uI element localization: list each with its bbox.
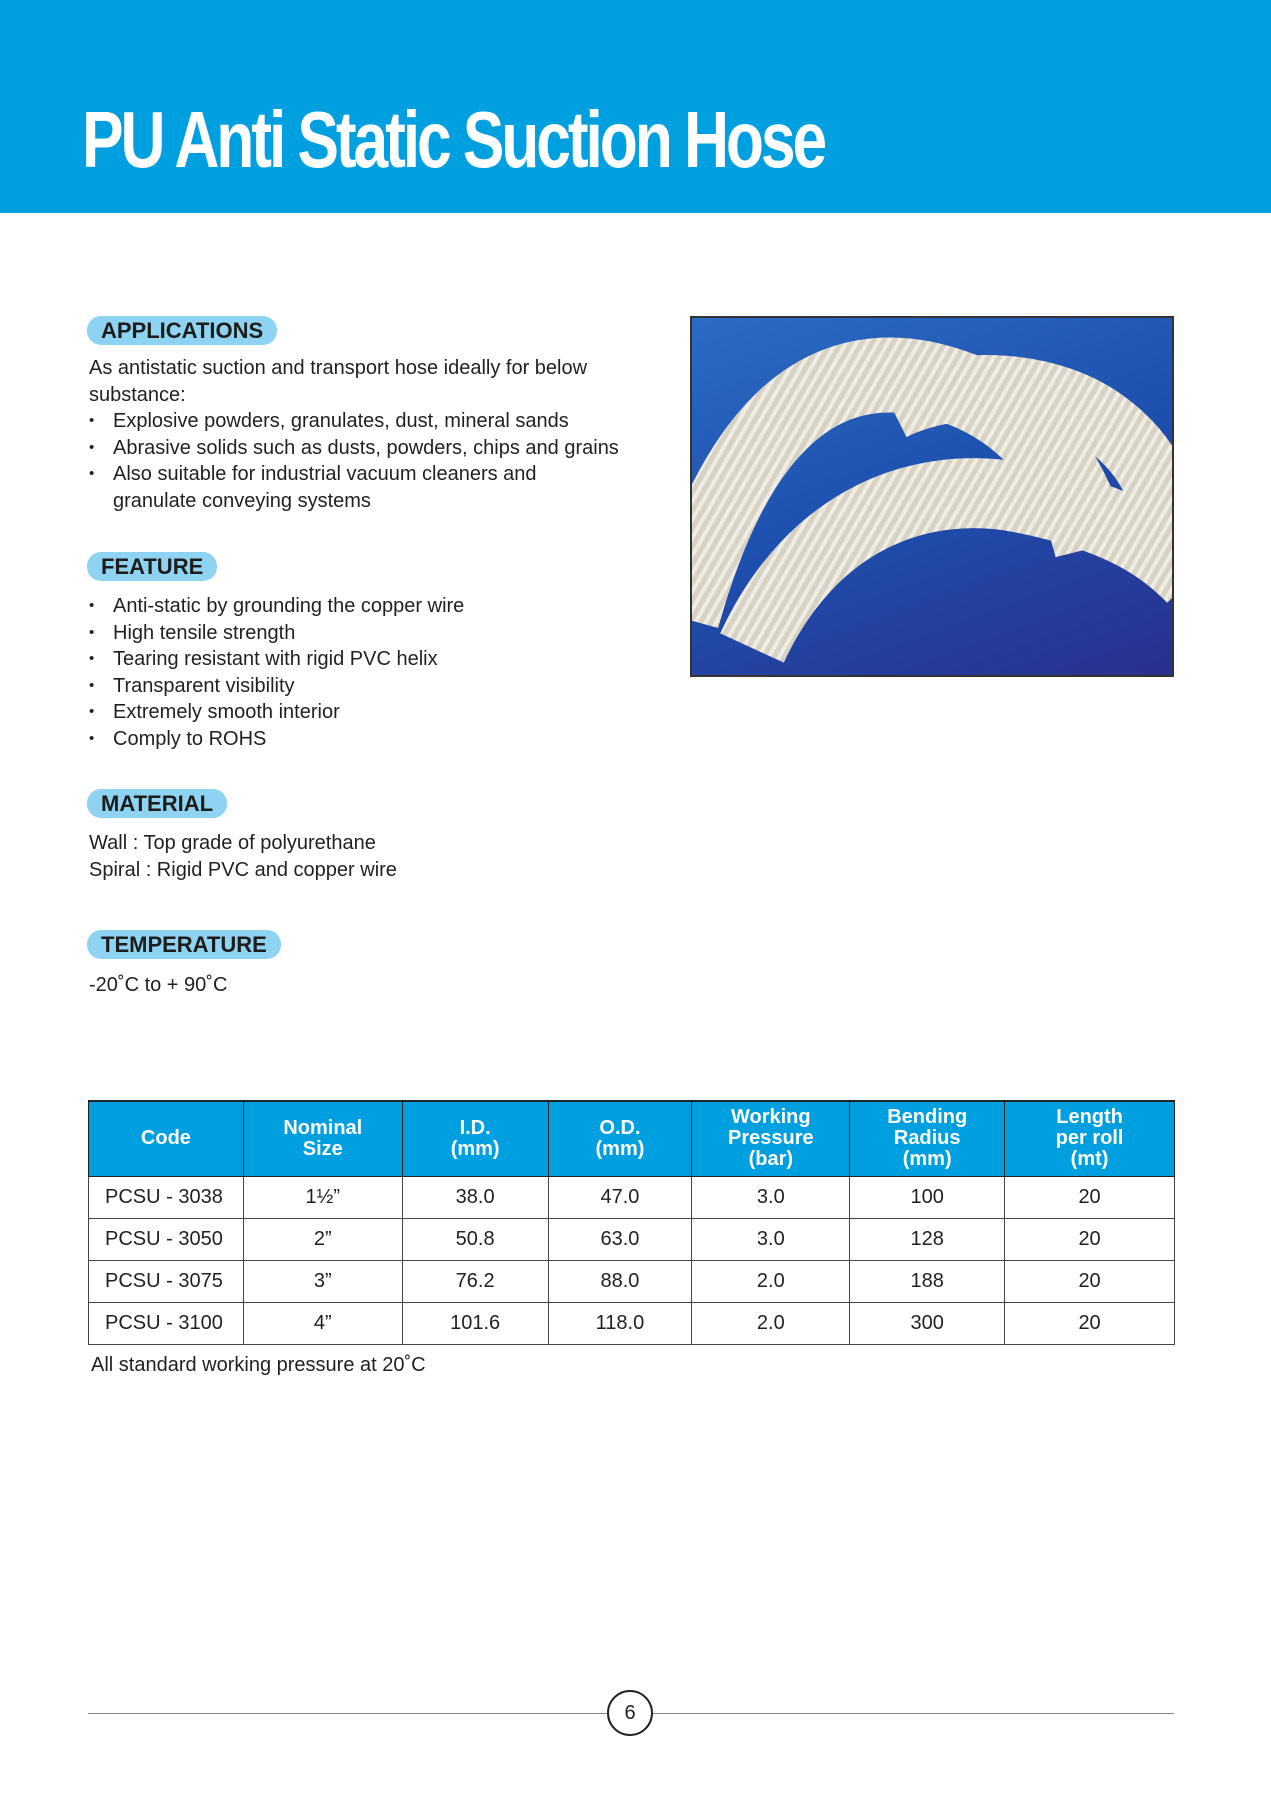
material-heading: MATERIAL	[87, 789, 227, 818]
list-item: • Comply to ROHS	[89, 726, 464, 753]
cell: 100	[850, 1176, 1005, 1218]
cell: 38.0	[402, 1176, 548, 1218]
cell: 88.0	[548, 1260, 692, 1302]
cell: 300	[850, 1302, 1005, 1344]
col-header: Code	[89, 1101, 244, 1176]
cell: 47.0	[548, 1176, 692, 1218]
cell: PCSU - 3100	[89, 1302, 244, 1344]
table-row	[89, 1218, 1175, 1260]
temperature-value: -20˚C to + 90˚C	[89, 974, 228, 996]
table-note: All standard working pressure at 20˚C	[91, 1354, 426, 1376]
material-spiral: Spiral : Rigid PVC and copper wire	[89, 858, 397, 881]
cell: 118.0	[548, 1302, 692, 1344]
cell: 20	[1005, 1176, 1175, 1218]
feature-list	[89, 593, 464, 752]
list-item: • Tearing resistant with rigid PVC helix	[89, 646, 464, 673]
cell: 128	[850, 1218, 1005, 1260]
table-row	[89, 1302, 1175, 1344]
cell: 50.8	[402, 1218, 548, 1260]
cell: 101.6	[402, 1302, 548, 1344]
cell: PCSU - 3038	[89, 1176, 244, 1218]
list-item: • Anti-static by grounding the copper wire	[89, 593, 464, 620]
page-number: 6	[607, 1690, 653, 1736]
page-title: PU Anti Static Suction Hose	[82, 95, 825, 184]
spec-table	[88, 1100, 1175, 1345]
table-row	[89, 1176, 1175, 1218]
footer-rule-left	[88, 1713, 608, 1714]
cell: 4”	[243, 1302, 402, 1344]
cell: 63.0	[548, 1218, 692, 1260]
col-header: O.D. (mm)	[548, 1101, 692, 1176]
material-wall: Wall : Top grade of polyurethane	[89, 832, 376, 854]
cell: 20	[1005, 1302, 1175, 1344]
list-item: • Explosive powders, granulates, dust, mineral sands	[89, 408, 669, 435]
cell: PCSU - 3050	[89, 1218, 244, 1260]
feature-heading: FEATURE	[87, 552, 217, 581]
col-header: Working Pressure (bar)	[692, 1101, 850, 1176]
applications-section	[89, 355, 669, 514]
footer-rule-right	[652, 1713, 1174, 1714]
cell: 20	[1005, 1260, 1175, 1302]
cell: PCSU - 3075	[89, 1260, 244, 1302]
col-header: Length per roll (mt)	[1005, 1101, 1175, 1176]
cell: 1½”	[243, 1176, 402, 1218]
col-header: I.D. (mm)	[402, 1101, 548, 1176]
cell: 3”	[243, 1260, 402, 1302]
cell: 2”	[243, 1218, 402, 1260]
list-item: • Also suitable for industrial vacuum cleaners and granulate conveying systems	[89, 461, 589, 514]
cell: 76.2	[402, 1260, 548, 1302]
list-item: • Transparent visibility	[89, 673, 464, 700]
cell: 188	[850, 1260, 1005, 1302]
cell: 3.0	[692, 1218, 850, 1260]
applications-heading: APPLICATIONS	[87, 316, 277, 345]
applications-intro: As antistatic suction and transport hose ideally for below substance:	[89, 357, 588, 406]
list-item: • High tensile strength	[89, 620, 464, 647]
cell: 20	[1005, 1218, 1175, 1260]
cell: 2.0	[692, 1302, 850, 1344]
hose-product-photo	[690, 316, 1174, 677]
table-row	[89, 1260, 1175, 1302]
cell: 3.0	[692, 1176, 850, 1218]
material-text	[89, 830, 397, 883]
temperature-heading: TEMPERATURE	[87, 930, 281, 959]
list-item: • Abrasive solids such as dusts, powders, chips and grains	[89, 435, 669, 462]
list-item: • Extremely smooth interior	[89, 699, 464, 726]
cell: 2.0	[692, 1260, 850, 1302]
col-header: Nominal Size	[243, 1101, 402, 1176]
col-header: Bending Radius (mm)	[850, 1101, 1005, 1176]
